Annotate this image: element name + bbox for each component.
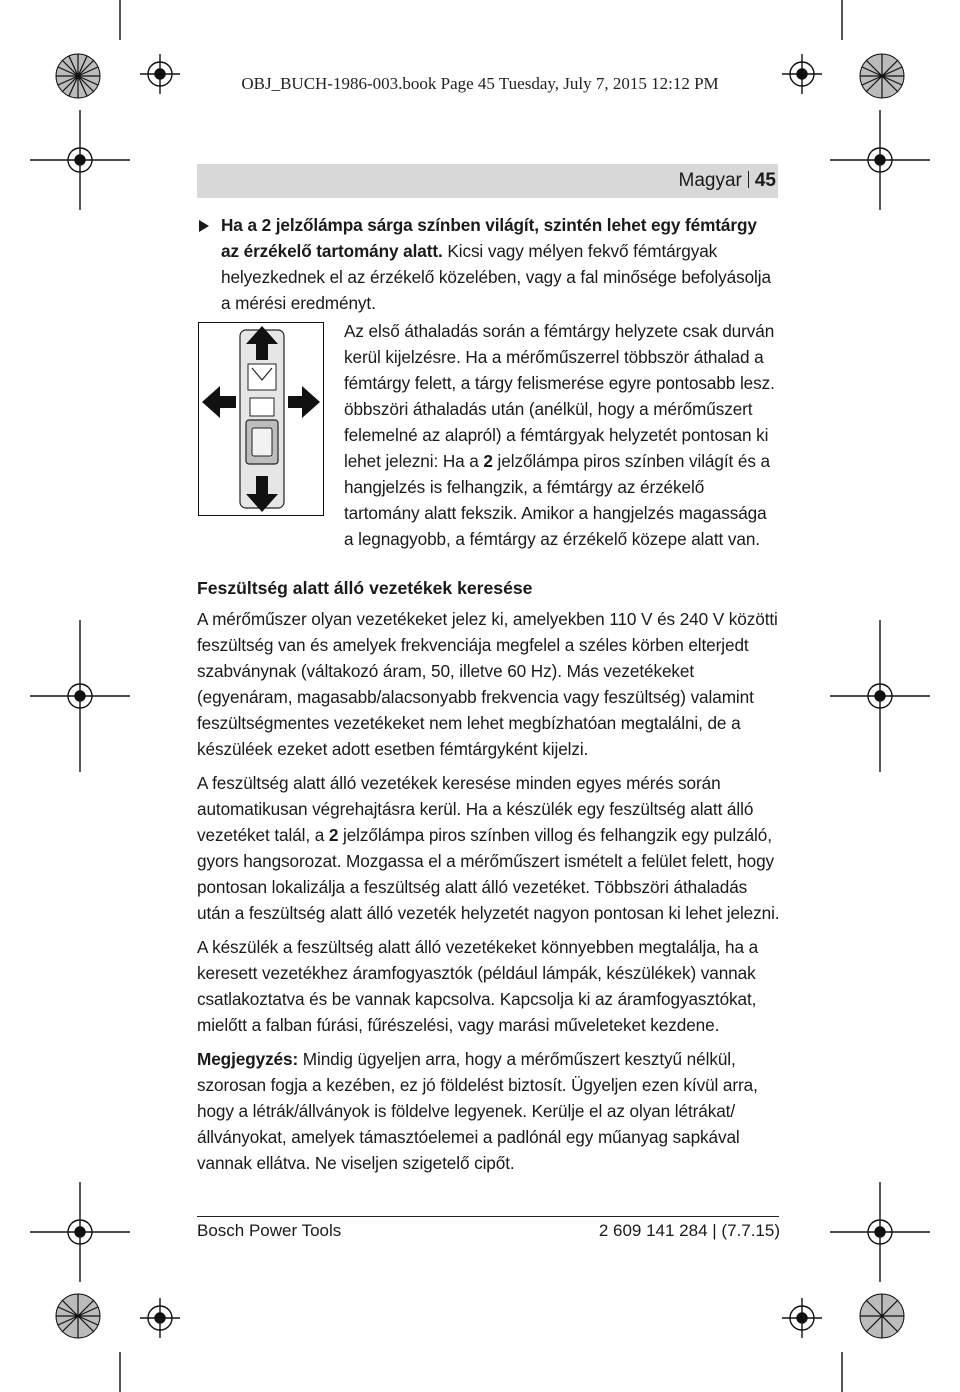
footer-divider <box>197 1216 779 1217</box>
book-info-line: OBJ_BUCH-1986-003.book Page 45 Tuesday, July 7, 2015 12:12 PM <box>241 74 719 93</box>
crosshair-target-icon <box>830 620 930 772</box>
paragraph-text: A feszültség alatt álló vezetékek keresése minden egyes mérés során automatikusan végrehajtásra kerül. Ha a készülék egy feszültség alatt álló vezetéket talál, a <box>197 773 754 845</box>
page-number: 45 <box>754 170 776 191</box>
header-separator <box>748 171 749 188</box>
paragraph-voltage-lines: A mérőműszer olyan vezetékeket jelez ki, amelyekben 110 V és 240 V közötti feszültség van és amelyek frekvenciája megfelel a széles körben elterjedt szabványnak (váltakozó áram, 50, illetve 60 Hz). Más vezetékeket (egyenáram, magasabb/alacsonyabb frekvencia vagy feszültség) valamint feszültségmentes vezetékeket nem lehet megbízhatóan megtalálni, de a készüléek ezeket adott esetben fémtárgyként kijelzi. <box>197 609 778 759</box>
triangle-bullet-icon <box>199 220 209 232</box>
footer-doc-number: 2 609 141 284 | (7.7.15) <box>598 1221 780 1240</box>
crosshair-target-icon <box>830 110 930 210</box>
section-title: Feszültség alatt álló vezetékek keresése <box>197 578 533 598</box>
note-label: Megjegyzés: <box>197 1049 299 1069</box>
crosshair-target-icon <box>30 1182 130 1282</box>
detector-movement-figure <box>198 322 324 516</box>
figure-description <box>344 318 780 552</box>
crosshair-target-icon <box>140 1298 180 1338</box>
paragraph-note <box>197 1046 780 1176</box>
starburst-icon <box>860 1294 904 1338</box>
starburst-icon <box>56 1294 100 1338</box>
crosshair-target-icon <box>30 110 130 210</box>
paragraph-automatic-search <box>197 770 780 926</box>
paragraph-text: jelzőlámpa piros színben villog és felhangzik egy pulzáló, gyors hangsorozat. Mozgassa el a mérőműszert ismételt a felület felett, hogy pontosan lokalizálja a feszültség alatt álló vezetéket. Többszöri áthaladás után a feszültség alatt álló vezeték helyzetét nagyon pontosan ki lehet jelezni. <box>197 825 780 923</box>
figure-text-part-2: jelzőlámpa piros színben világít és a hangjelzés is felhangzik, a fémtárgy az érzékelő tartomány alatt fekszik. Amikor a hangjelzés magassága a legnagyobb, a fémtárgy az érzékelő közepe alatt van. <box>344 451 770 549</box>
indicator-number: 2 <box>483 451 493 471</box>
footer-brand: Bosch Power Tools <box>197 1221 342 1240</box>
main-text <box>197 606 780 1184</box>
crosshair-target-icon <box>830 1182 930 1282</box>
indicator-number: 2 <box>328 825 339 845</box>
warning-bullet <box>199 212 779 316</box>
bullet-bold-text: Ha a 2 jelzőlámpa sárga színben világít, szintén lehet egy fémtárgy az érzékelő tartomány alatt. <box>221 215 757 261</box>
figure-text-part-1: Az első áthaladás során a fémtárgy helyzete csak durván kerül kijelzésre. Ha a mérőműszerrel többször áthalad a fémtárgy felett, a tárgy felismerése egyre pontosabb lesz. öbbszöri áthaladás után (anélkül, hogy a mérőműszert felemelné az alapról) a fémtárgyak helyzetét pontosan ki lehet jelezni: Ha a <box>344 321 775 471</box>
note-text: Mindig ügyeljen arra, hogy a mérőműszert kesztyű nélkül, szorosan fogja a kezében, ez jó földelést biztosít. Ügyeljen ezen kívül arra, hogy a létrák/állványok is földelve legyenek. Kerülje el az olyan létrákat/állványokat, amelyek támasztóelemei a padlónál egy műanyag sapkával vannak ellátva. Ne viseljen szigetelő cipőt. <box>197 1049 758 1173</box>
paragraph-consumers: A készülék a feszültség alatt álló vezetékeket könnyebben megtalálja, ha a keresett vezetékhez áramfogyasztók (például lámpák, készülékek) vannak csatlakoztatva és be vannak kapcsolva. Kapcsolja ki az áramfogyasztókat, mielőtt a falban fúrási, fűrészelési, vagy marási műveleteket kezdene. <box>197 937 759 1035</box>
crosshair-target-icon <box>30 620 130 772</box>
bullet-text: Kicsi vagy mélyen fekvő fémtárgyak helyezkednek el az érzékelő közelében, vagy a fal minősége befolyásolja a mérési eredményt. <box>221 241 771 313</box>
page-header <box>679 170 777 192</box>
crosshair-target-icon <box>782 1298 822 1338</box>
header-language: Magyar <box>678 170 742 191</box>
